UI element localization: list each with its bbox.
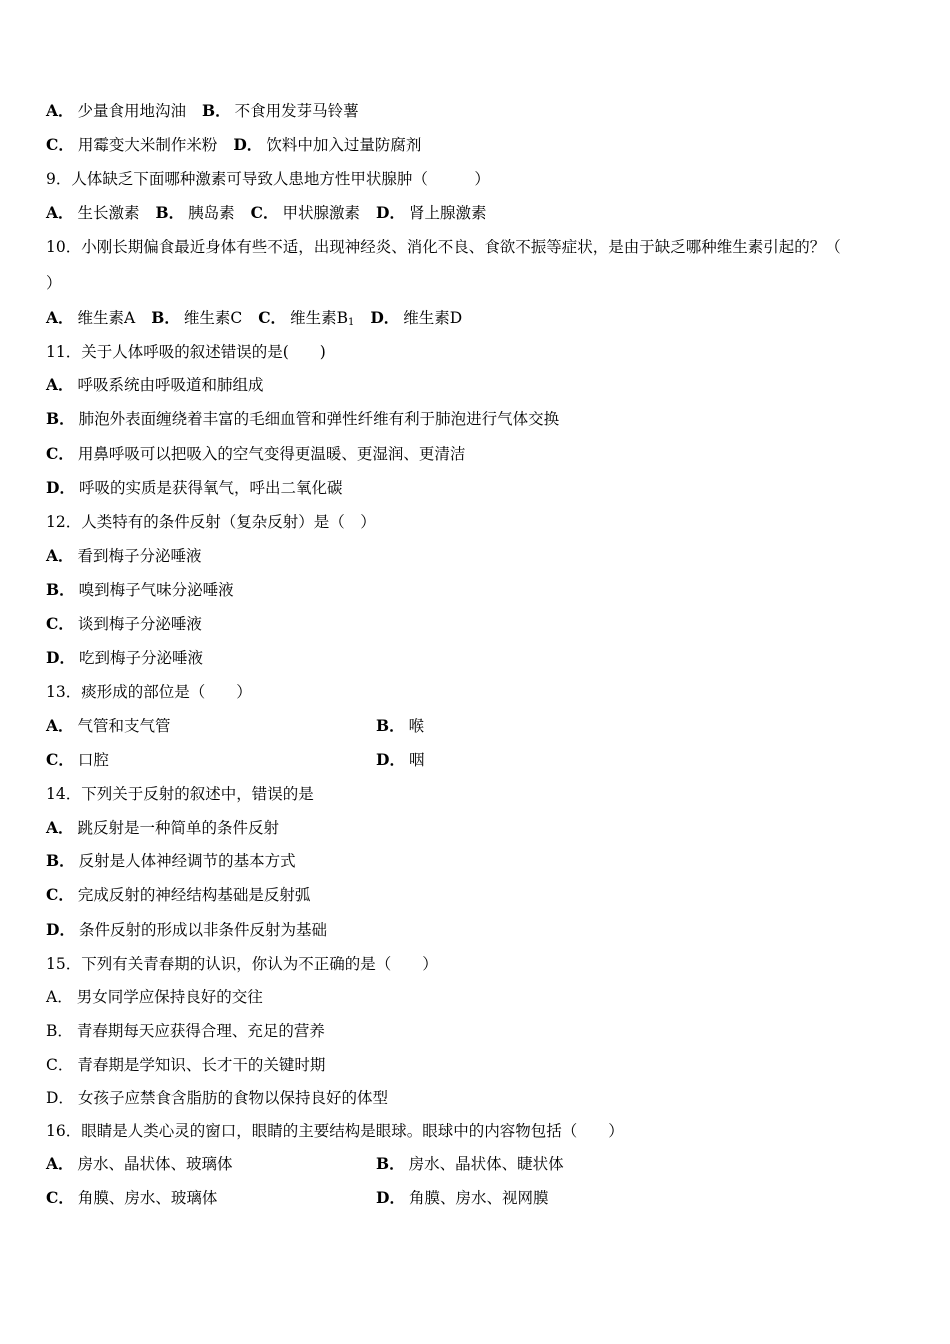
option-text: 反射是人体神经调节的基本方式 (78, 852, 296, 870)
option-text: 呼吸的实质是获得氧气，呼出二氧化碳 (78, 479, 343, 497)
question-15-option-d (46, 1088, 388, 1108)
option-letter: C． (46, 135, 74, 154)
question-9-options (46, 203, 487, 223)
option-letter: A． (46, 716, 74, 735)
option-letter: D． (376, 203, 405, 222)
question-16-options-row-2 (46, 1188, 896, 1208)
question-15-option-b (46, 1021, 325, 1041)
question-15-stem: 15．下列有关青春期的认识，你认为不正确的是（ ） (46, 955, 438, 973)
question-14-option-b (46, 851, 296, 871)
option-text: 维生素D (403, 309, 463, 327)
option-letter: C． (46, 1188, 74, 1207)
question-10-options (46, 308, 462, 333)
option-letter: B． (46, 409, 75, 428)
option-text: 少量食用地沟油 (77, 102, 187, 120)
question-11-option-d (46, 478, 342, 498)
option-text: 口腔 (77, 751, 109, 769)
subscript: 1 (347, 317, 355, 328)
question-9-stem: 9．人体缺乏下面哪种激素可导致人患地方性甲状腺肿（ ） (46, 170, 490, 188)
option-letter: B． (155, 203, 185, 222)
question-11-option-b (46, 409, 559, 429)
option-letter: B． (376, 716, 405, 735)
option-letter: D． (376, 1188, 405, 1207)
question-15-option-a (46, 987, 263, 1007)
option-text: 胰岛素 (188, 204, 235, 222)
question-14-option-d (46, 920, 327, 940)
option-letter: C． (46, 885, 74, 904)
question-13-options-row-1 (46, 716, 896, 736)
question-14-option-a (46, 818, 279, 838)
option-text: 用霉变大米制作米粉 (77, 136, 218, 154)
option-letter: A． (46, 1154, 74, 1173)
question-15-option-c (46, 1055, 325, 1075)
option-text: 气管和支气管 (77, 717, 171, 735)
question-16-options-row-1 (46, 1154, 896, 1174)
option-letter: C． (46, 444, 74, 463)
option-letter: B． (46, 851, 75, 870)
option-text: 咽 (408, 751, 425, 769)
q8-options-row-2 (46, 135, 421, 155)
option-text: 女孩子应禁食含脂肪的食物以保持良好的体型 (77, 1089, 388, 1107)
option-letter: D． (370, 308, 400, 327)
option-letter: C． (46, 750, 74, 769)
option-text: 嗅到梅子气味分泌唾液 (78, 581, 234, 599)
option-letter: A． (46, 203, 74, 222)
option-text: 吃到梅子分泌唾液 (78, 649, 203, 667)
question-12-option-b (46, 580, 234, 600)
option-text: 维生素B (290, 309, 348, 327)
option-text: 角膜、房水、视网膜 (408, 1189, 549, 1207)
question-11-stem: 11．关于人体呼吸的叙述错误的是( ) (46, 343, 326, 361)
option-text: 生长激素 (77, 204, 140, 222)
option-letter: B． (46, 580, 75, 599)
option-letter: D． (46, 920, 75, 939)
question-12-option-c (46, 614, 202, 634)
option-text: 谈到梅子分泌唾液 (77, 615, 202, 633)
question-10-stem-end: ） (46, 274, 62, 292)
option-text: 用鼻呼吸可以把吸入的空气变得更温暖、更湿润、更清洁 (77, 445, 466, 463)
option-letter: C． (258, 308, 287, 327)
option-letter: A． (46, 308, 74, 327)
option-text: 肺泡外表面缠绕着丰富的毛细血管和弹性纤维有利于肺泡进行气体交换 (78, 410, 560, 428)
option-text: 青春期是学知识、长才干的关键时期 (77, 1056, 326, 1074)
question-14-option-c (46, 885, 310, 905)
option-text: 房水、晶状体、玻璃体 (77, 1155, 233, 1173)
option-text: 看到梅子分泌唾液 (77, 547, 202, 565)
option-text: 维生素C (183, 309, 243, 327)
option-letter: A． (46, 988, 73, 1006)
option-letter: A． (46, 375, 74, 394)
option-text: 完成反射的神经结构基础是反射弧 (77, 886, 311, 904)
question-11-option-c (46, 444, 465, 464)
question-12-option-a (46, 546, 202, 566)
question-12-stem: 12．人类特有的条件反射（复杂反射）是（ ） (46, 513, 376, 531)
question-13-stem: 13．痰形成的部位是（ ） (46, 683, 252, 701)
option-letter: D． (376, 750, 405, 769)
option-letter: A． (46, 818, 74, 837)
option-letter: B． (202, 101, 231, 120)
option-text: 跳反射是一种简单的条件反射 (77, 819, 280, 837)
option-text: 青春期每天应获得合理、充足的营养 (76, 1022, 325, 1040)
option-text: 条件反射的形成以非条件反射为基础 (78, 921, 327, 939)
option-text: 角膜、房水、玻璃体 (77, 1189, 218, 1207)
question-14-stem: 14．下列关于反射的叙述中，错误的是 (46, 785, 314, 803)
option-letter: D． (233, 135, 263, 154)
question-16-stem: 16．眼睛是人类心灵的窗口，眼睛的主要结构是眼球。眼球中的内容物包括（ ） (46, 1122, 624, 1140)
option-letter: C． (250, 203, 279, 222)
option-letter: C． (46, 1056, 74, 1074)
option-letter: D． (46, 648, 75, 667)
option-letter: B． (46, 1022, 73, 1040)
option-letter: A． (46, 101, 74, 120)
option-letter: A． (46, 546, 74, 565)
option-text: 不食用发芽马铃薯 (234, 102, 359, 120)
option-text: 呼吸系统由呼吸道和肺组成 (77, 376, 264, 394)
option-text: 男女同学应保持良好的交往 (76, 988, 263, 1006)
q8-options-row-1 (46, 101, 359, 121)
option-letter: B． (151, 308, 180, 327)
option-text: 房水、晶状体、睫状体 (408, 1155, 564, 1173)
option-letter: C． (46, 614, 74, 633)
option-text: 饮料中加入过量防腐剂 (266, 136, 422, 154)
option-text: 维生素A (77, 309, 136, 327)
option-letter: D． (46, 1089, 74, 1107)
option-text: 甲状腺激素 (282, 204, 361, 222)
question-10-stem: 10．小刚长期偏食最近身体有些不适，出现神经炎、消化不良、食欲不振等症状，是由于缺乏哪种维生素引起的？（ (46, 238, 841, 256)
option-letter: B． (376, 1154, 405, 1173)
question-12-option-d (46, 648, 203, 668)
option-letter: D． (46, 478, 75, 497)
question-11-option-a (46, 375, 264, 395)
option-text: 喉 (408, 717, 425, 735)
option-text: 肾上腺激素 (408, 204, 487, 222)
question-13-options-row-2 (46, 750, 896, 770)
